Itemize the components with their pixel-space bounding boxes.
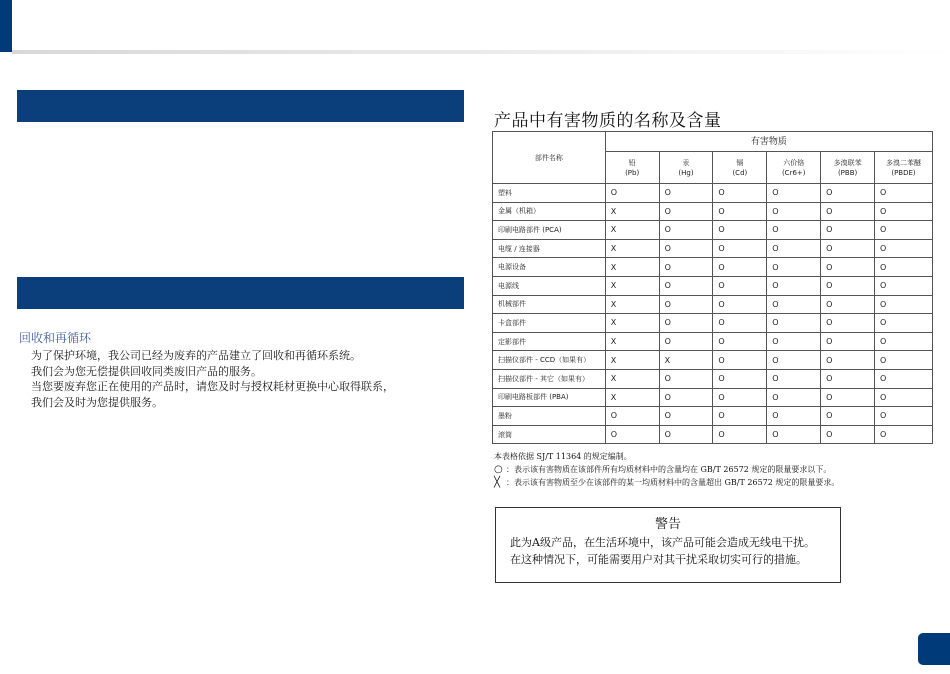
substance-mark-cell: O: [605, 425, 659, 444]
substance-mark-cell: O: [713, 239, 767, 258]
circle-note-text: ：表示该有害物质在该部件所有均质材料中的含量均在 GB/T 26572 规定的限量要求以下。: [506, 464, 832, 474]
table-row: [493, 221, 933, 240]
substance-mark-cell: X: [605, 202, 659, 221]
part-name-cell: 塑料: [493, 184, 606, 203]
substance-mark-cell: O: [713, 351, 767, 370]
substance-mark-cell: O: [659, 332, 713, 351]
substance-mark-cell: O: [767, 369, 821, 388]
part-name-cell: 电缆 / 连接器: [493, 239, 606, 258]
substance-mark-cell: O: [713, 407, 767, 426]
substance-mark-cell: X: [605, 314, 659, 333]
page-number-tab[interactable]: [918, 633, 950, 665]
table-row: [493, 314, 933, 333]
substance-mark-cell: O: [713, 221, 767, 240]
warning-line: 在这种情况下，可能需要用户对其干扰采取切实可行的措施。: [510, 552, 807, 566]
hazard-table-title: 产品中有害物质的名称及含量: [494, 111, 722, 131]
hazard-substance-table: [492, 131, 933, 444]
recycle-line: 我们会为您无偿提供回收同类废旧产品的服务。: [31, 364, 262, 378]
substance-symbol: (PBB): [837, 168, 858, 177]
hazard-table-body: [493, 184, 933, 444]
substance-mark-cell: O: [659, 276, 713, 295]
substance-mark-cell: X: [605, 388, 659, 407]
substance-symbol: (Hg): [678, 168, 694, 177]
substance-mark-cell: X: [605, 295, 659, 314]
substance-name: 多溴二苯醚: [886, 158, 922, 167]
warning-title: 警告: [654, 517, 681, 532]
substance-mark-cell: O: [875, 351, 933, 370]
part-name-header: 部件名称: [493, 132, 606, 184]
cross-note-text: ：表示该有害物质至少在该部件的某一均质材料中的含量超出 GB/T 26572 规定的限量要求。: [506, 477, 840, 487]
substance-mark-cell: O: [659, 202, 713, 221]
substance-mark-cell: O: [821, 258, 875, 277]
substance-symbol: (Cr6+): [781, 168, 806, 177]
substance-mark-cell: O: [875, 314, 933, 333]
substance-mark-cell: O: [713, 388, 767, 407]
substance-mark-cell: O: [821, 276, 875, 295]
part-name-cell: 定影部件: [493, 332, 606, 351]
substance-mark-cell: O: [821, 202, 875, 221]
section-header-bar-1: [17, 90, 464, 122]
substance-mark-cell: O: [875, 184, 933, 203]
substance-mark-cell: O: [767, 221, 821, 240]
substance-name: 汞: [682, 158, 690, 167]
substance-mark-cell: O: [659, 314, 713, 333]
table-row: [493, 388, 933, 407]
section-header-bar-2: [17, 277, 464, 309]
substance-name: 铅: [628, 158, 636, 167]
substance-mark-cell: X: [605, 351, 659, 370]
part-name-cell: 机械部件: [493, 295, 606, 314]
substance-mark-cell: O: [659, 425, 713, 444]
substance-mark-cell: O: [821, 221, 875, 240]
substance-mark-cell: O: [821, 314, 875, 333]
table-row: [493, 202, 933, 221]
basis-note: 本表格依据 SJ/T 11364 的规定编制。: [494, 452, 632, 461]
table-row: [493, 295, 933, 314]
substance-mark-cell: O: [767, 407, 821, 426]
table-row: [493, 184, 933, 203]
cross-note: [494, 477, 839, 490]
substance-mark-cell: O: [767, 388, 821, 407]
table-row: [493, 425, 933, 444]
warning-line: 此为A级产品，在生活环境中，该产品可能会造成无线电干扰。: [510, 536, 815, 549]
substance-mark-cell: O: [767, 295, 821, 314]
warning-box: [495, 507, 841, 583]
table-row: [493, 351, 933, 370]
recycle-paragraph: [31, 348, 451, 410]
substance-mark-cell: O: [659, 184, 713, 203]
substance-mark-cell: O: [821, 407, 875, 426]
substance-mark-cell: O: [767, 351, 821, 370]
substance-mark-cell: O: [875, 295, 933, 314]
substance-mark-cell: O: [875, 425, 933, 444]
header-divider: [12, 50, 950, 54]
table-row: [493, 407, 933, 426]
substance-mark-cell: O: [875, 407, 933, 426]
hazard-group-header: 有害物质: [605, 132, 932, 152]
recycle-section-title: 回收和再循环: [19, 331, 92, 345]
substance-mark-cell: O: [821, 351, 875, 370]
table-notes: [494, 451, 839, 489]
part-name-cell: 金属（机箱）: [493, 202, 606, 221]
substance-name: 多溴联苯: [833, 158, 862, 167]
substance-mark-cell: X: [605, 332, 659, 351]
substance-mark-cell: O: [659, 369, 713, 388]
part-name-cell: 印刷电路板部件 (PBA): [493, 388, 606, 407]
part-name-cell: 滚筒: [493, 425, 606, 444]
substance-mark-cell: X: [605, 239, 659, 258]
recycle-line: 我们会及时为您提供服务。: [31, 395, 163, 409]
substance-mark-cell: O: [767, 258, 821, 277]
substance-mark-cell: O: [821, 369, 875, 388]
substance-mark-cell: O: [713, 184, 767, 203]
substance-mark-cell: O: [659, 258, 713, 277]
part-name-cell: 印刷电路部件 (PCA): [493, 221, 606, 240]
substance-mark-cell: O: [821, 332, 875, 351]
substance-mark-cell: O: [659, 295, 713, 314]
substance-mark-cell: O: [875, 239, 933, 258]
substance-mark-cell: O: [713, 314, 767, 333]
table-row: [493, 276, 933, 295]
substance-mark-cell: O: [767, 314, 821, 333]
substance-name: 六价铬: [783, 158, 805, 167]
substance-mark-cell: X: [605, 258, 659, 277]
substance-mark-cell: O: [821, 295, 875, 314]
table-row: [493, 239, 933, 258]
substance-mark-cell: O: [713, 276, 767, 295]
substance-mark-cell: O: [821, 425, 875, 444]
substance-mark-cell: O: [713, 258, 767, 277]
part-name-cell: 扫描仪部件 - 其它（如果有）: [493, 369, 606, 388]
substance-mark-cell: O: [767, 425, 821, 444]
substance-symbol: (Cd): [732, 168, 748, 177]
substance-mark-cell: O: [767, 184, 821, 203]
substance-mark-cell: O: [605, 184, 659, 203]
substance-mark-cell: O: [821, 239, 875, 258]
substance-mark-cell: O: [875, 202, 933, 221]
substance-mark-cell: O: [713, 332, 767, 351]
circle-symbol-icon: ○: [494, 463, 503, 475]
part-name-cell: 卡盒部件: [493, 314, 606, 333]
recycle-line: 当您要废弃您正在使用的产品时，请您及时与授权耗材更换中心取得联系，: [31, 380, 394, 394]
substance-header-cr6: [767, 152, 821, 184]
header-accent-bar: [0, 0, 12, 52]
substance-header-cd: [713, 152, 767, 184]
part-name-cell: 扫描仪部件 - CCD（如果有）: [493, 351, 606, 370]
cross-symbol-icon: ╳: [494, 476, 501, 488]
substance-header-pb: [605, 152, 659, 184]
substance-mark-cell: O: [767, 276, 821, 295]
substance-mark-cell: O: [821, 184, 875, 203]
substance-header-pbde: [875, 152, 933, 184]
substance-mark-cell: O: [821, 388, 875, 407]
substance-symbol: (PBDE): [891, 168, 916, 177]
substance-mark-cell: X: [605, 221, 659, 240]
circle-note: [494, 464, 839, 477]
table-row: [493, 369, 933, 388]
substance-mark-cell: O: [767, 202, 821, 221]
substance-mark-cell: O: [875, 221, 933, 240]
substance-mark-cell: O: [659, 407, 713, 426]
table-row: [493, 258, 933, 277]
substance-symbol: (Pb): [625, 168, 640, 177]
substance-header-hg: [659, 152, 713, 184]
substance-mark-cell: O: [713, 295, 767, 314]
substance-mark-cell: O: [875, 276, 933, 295]
table-row: [493, 332, 933, 351]
substance-mark-cell: O: [659, 388, 713, 407]
substance-mark-cell: O: [875, 258, 933, 277]
substance-mark-cell: X: [659, 351, 713, 370]
substance-mark-cell: O: [875, 388, 933, 407]
substance-mark-cell: X: [605, 369, 659, 388]
substance-mark-cell: O: [659, 221, 713, 240]
part-name-cell: 墨粉: [493, 407, 606, 426]
part-name-cell: 电源线: [493, 276, 606, 295]
substance-mark-cell: O: [713, 369, 767, 388]
substance-header-pbb: [821, 152, 875, 184]
substance-mark-cell: X: [605, 276, 659, 295]
substance-name: 镉: [736, 158, 744, 167]
substance-mark-cell: O: [875, 369, 933, 388]
substance-mark-cell: O: [605, 407, 659, 426]
substance-mark-cell: O: [713, 425, 767, 444]
recycle-line: 为了保护环境，我公司已经为废弃的产品建立了回收和再循环系统。: [31, 349, 361, 362]
part-name-cell: 电源设备: [493, 258, 606, 277]
substance-mark-cell: O: [713, 202, 767, 221]
substance-mark-cell: O: [767, 332, 821, 351]
substance-mark-cell: O: [767, 239, 821, 258]
substance-mark-cell: O: [659, 239, 713, 258]
substance-mark-cell: O: [875, 332, 933, 351]
